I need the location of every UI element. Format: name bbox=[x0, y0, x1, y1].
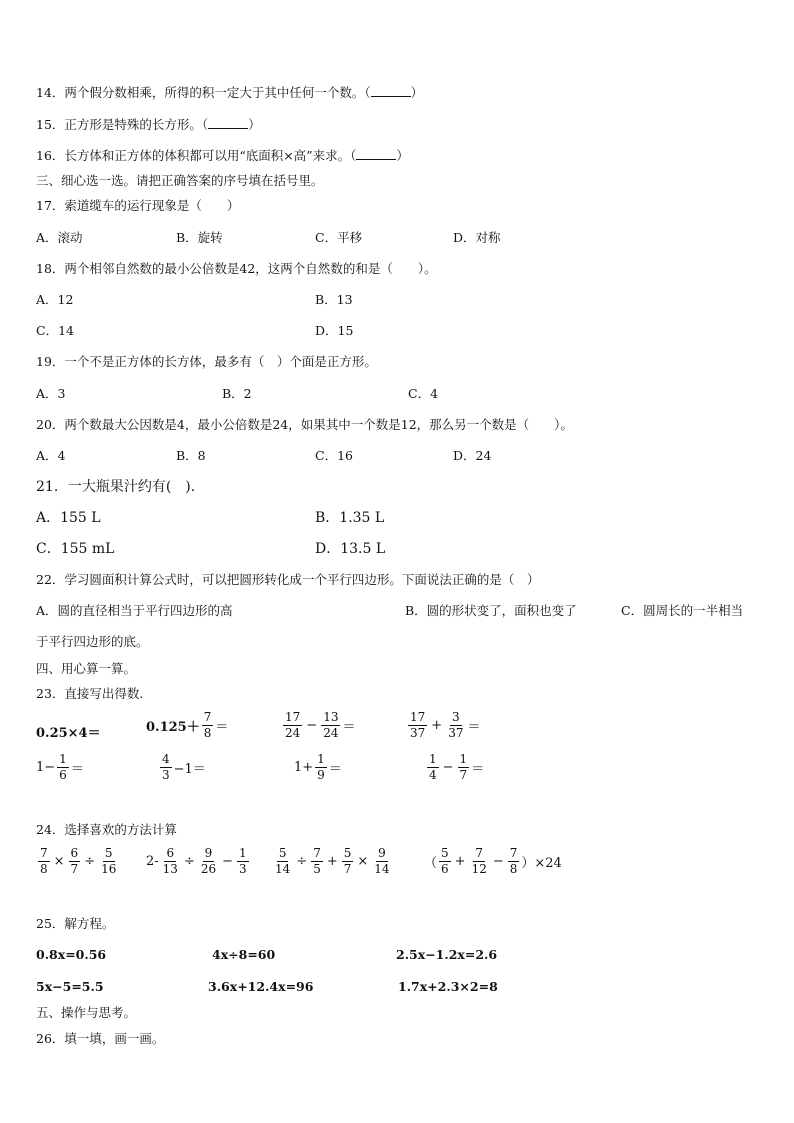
option-b[interactable]: B．旋转 bbox=[176, 230, 223, 245]
fraction: $\frac{1}{3}$ bbox=[239, 846, 247, 876]
option-a[interactable]: A．12 bbox=[36, 292, 74, 307]
expression-23-7: 1+ $\frac{1}{9}$ ＝ bbox=[294, 752, 342, 782]
fraction: $\frac{7}{8}$ bbox=[40, 846, 48, 876]
question-17-text: 17．索道缆车的运行现象是（ ） bbox=[36, 198, 240, 213]
equation: 3.6x+12.4x=96 bbox=[208, 979, 314, 994]
option-d[interactable]: D．13.5 L bbox=[315, 541, 386, 557]
question-15-text: 15．正方形是特殊的长方形。（ bbox=[36, 117, 209, 132]
option-c[interactable]: C．155 mL bbox=[36, 541, 115, 557]
fraction: $\frac{7}{12}$ bbox=[471, 846, 487, 876]
equation: 0.8x=0.56 bbox=[36, 947, 107, 962]
option-c-continued: 于平行四边形的底。 bbox=[36, 634, 149, 649]
fraction: $\frac{13}{24}$ bbox=[323, 710, 339, 740]
section-3-heading: 三、细心选一选。请把正确答案的序号填在括号里。 bbox=[36, 173, 324, 188]
fraction: $\frac{1}{4}$ bbox=[429, 752, 437, 782]
option-b[interactable]: B．8 bbox=[176, 448, 206, 463]
question-24-text: 24．选择喜欢的方法计算 bbox=[36, 822, 177, 837]
question-14-text: 14．两个假分数相乘，所得的积一定大于其中任何一个数。（ bbox=[36, 85, 371, 100]
expression-23-5: 1− $\frac{1}{6}$ ＝ bbox=[36, 752, 84, 782]
fraction: $\frac{17}{37}$ bbox=[410, 710, 426, 740]
expression-23-4: $\frac{17}{37}$ + $\frac{3}{37}$ ＝ bbox=[410, 710, 481, 740]
question-20-text: 20．两个数最大公因数是4，最小公倍数是24，如果其中一个数是12，那么另一个数是（ ）。 bbox=[36, 417, 573, 432]
fraction: $\frac{7}{5}$ bbox=[313, 846, 321, 876]
question-25-text: 25．解方程。 bbox=[36, 916, 115, 931]
expression-23-3: $\frac{17}{24}$ − $\frac{13}{24}$ ＝ bbox=[285, 710, 356, 740]
question-26-text: 26．填一填，画一画。 bbox=[36, 1031, 165, 1046]
option-a[interactable]: A．圆的直径相当于平行四边形的高 bbox=[36, 603, 233, 618]
answer-blank[interactable] bbox=[356, 147, 396, 160]
option-a[interactable]: A．滚动 bbox=[36, 230, 83, 245]
section-5-heading: 五、操作与思考。 bbox=[36, 1005, 137, 1020]
question-23-text: 23．直接写出得数. bbox=[36, 686, 144, 701]
question-22-text: 22．学习圆面积计算公式时，可以把圆形转化成一个平行四边形。下面说法正确的是（ ） bbox=[36, 572, 540, 587]
expression-24-4: （ $\frac{5}{6}$ + $\frac{7}{12}$ − $\frac{7}{8}$ ）×24 bbox=[424, 846, 562, 876]
equation: 2.5x−1.2x=2.6 bbox=[396, 947, 498, 962]
question-21-text: 21．一大瓶果汁约有( ). bbox=[36, 479, 196, 495]
option-c[interactable]: C．14 bbox=[36, 323, 74, 338]
option-a[interactable]: A．4 bbox=[36, 448, 66, 463]
expression-23-8: $\frac{1}{4}$ − $\frac{1}{7}$ ＝ bbox=[429, 752, 485, 782]
option-d[interactable]: D．对称 bbox=[453, 230, 501, 245]
equation: 4x÷8=60 bbox=[212, 947, 276, 962]
fraction: $\frac{9}{14}$ bbox=[374, 846, 390, 876]
answer-blank[interactable] bbox=[371, 84, 411, 97]
expression-23-1: 0.25×4＝ bbox=[36, 726, 101, 741]
fraction: $\frac{4}{3}$ bbox=[162, 752, 170, 782]
fraction: $\frac{6}{13}$ bbox=[162, 846, 178, 876]
fraction: $\frac{3}{37}$ bbox=[448, 710, 464, 740]
expression-24-3: $\frac{5}{14}$ ÷ $\frac{7}{5}$ + $\frac{5}{7}$ × $\frac{9}{14}$ bbox=[275, 846, 390, 876]
option-b[interactable]: B．13 bbox=[315, 292, 353, 307]
expression-24-2: 2- $\frac{6}{13}$ ÷ $\frac{9}{26}$ − $\frac{1}{3}$ bbox=[146, 846, 247, 876]
fraction: $\frac{7}{8}$ bbox=[203, 710, 212, 740]
fraction: $\frac{1}{6}$ bbox=[59, 752, 67, 782]
option-c[interactable]: C．4 bbox=[408, 386, 439, 401]
fraction: $\frac{1}{7}$ bbox=[459, 752, 468, 782]
option-b[interactable]: B．2 bbox=[222, 386, 252, 401]
section-4-heading: 四、用心算一算。 bbox=[36, 661, 137, 676]
fraction: $\frac{9}{26}$ bbox=[200, 846, 217, 876]
expression-23-6: $\frac{4}{3}$ −1＝ bbox=[162, 752, 206, 782]
fraction: $\frac{5}{16}$ bbox=[101, 846, 117, 876]
expression-24-1: $\frac{7}{8}$ × $\frac{6}{7}$ ÷ $\frac{5}{16}$ bbox=[40, 846, 117, 876]
option-a[interactable]: A．3 bbox=[36, 386, 66, 401]
equation: 5x−5=5.5 bbox=[36, 979, 104, 994]
question-18-text: 18．两个相邻自然数的最小公倍数是42，这两个自然数的和是（ ）。 bbox=[36, 261, 437, 276]
answer-blank[interactable] bbox=[208, 116, 248, 129]
option-c[interactable]: C．圆周长的一半相当 bbox=[621, 603, 744, 618]
option-d[interactable]: D．24 bbox=[453, 448, 492, 463]
question-19-text: 19．一个不是正方体的长方体，最多有（ ）个面是正方形。 bbox=[36, 354, 377, 369]
fraction: $\frac{7}{8}$ bbox=[509, 846, 518, 876]
option-c[interactable]: C．平移 bbox=[315, 230, 363, 245]
question-15: 15．正方形是特殊的长方形。（ ） bbox=[36, 117, 261, 132]
question-16: 16．长方体和正方体的体积都可以用“底面积×高”来求。（ ） bbox=[36, 148, 409, 163]
fraction: $\frac{17}{24}$ bbox=[285, 710, 301, 740]
option-c[interactable]: C．16 bbox=[315, 448, 353, 463]
fraction: $\frac{5}{6}$ bbox=[441, 846, 449, 876]
option-b[interactable]: B．圆的形状变了，面积也变了 bbox=[405, 603, 577, 618]
fraction: $\frac{5}{14}$ bbox=[275, 846, 291, 876]
expression-23-2: 0.125＋ $\frac{7}{8}$ ＝ bbox=[146, 710, 229, 740]
option-b[interactable]: B．1.35 L bbox=[315, 510, 385, 526]
question-16-text: 16．长方体和正方体的体积都可以用“底面积×高”来求。（ bbox=[36, 148, 357, 163]
option-d[interactable]: D．15 bbox=[315, 323, 354, 338]
fraction: $\frac{5}{7}$ bbox=[343, 846, 352, 876]
option-a[interactable]: A．155 L bbox=[36, 510, 101, 526]
fraction: $\frac{1}{9}$ bbox=[317, 752, 325, 782]
fraction: $\frac{6}{7}$ bbox=[70, 846, 79, 876]
equation: 1.7x+2.3×2=8 bbox=[398, 979, 498, 994]
question-14: 14．两个假分数相乘，所得的积一定大于其中任何一个数。（ ） bbox=[36, 85, 424, 100]
